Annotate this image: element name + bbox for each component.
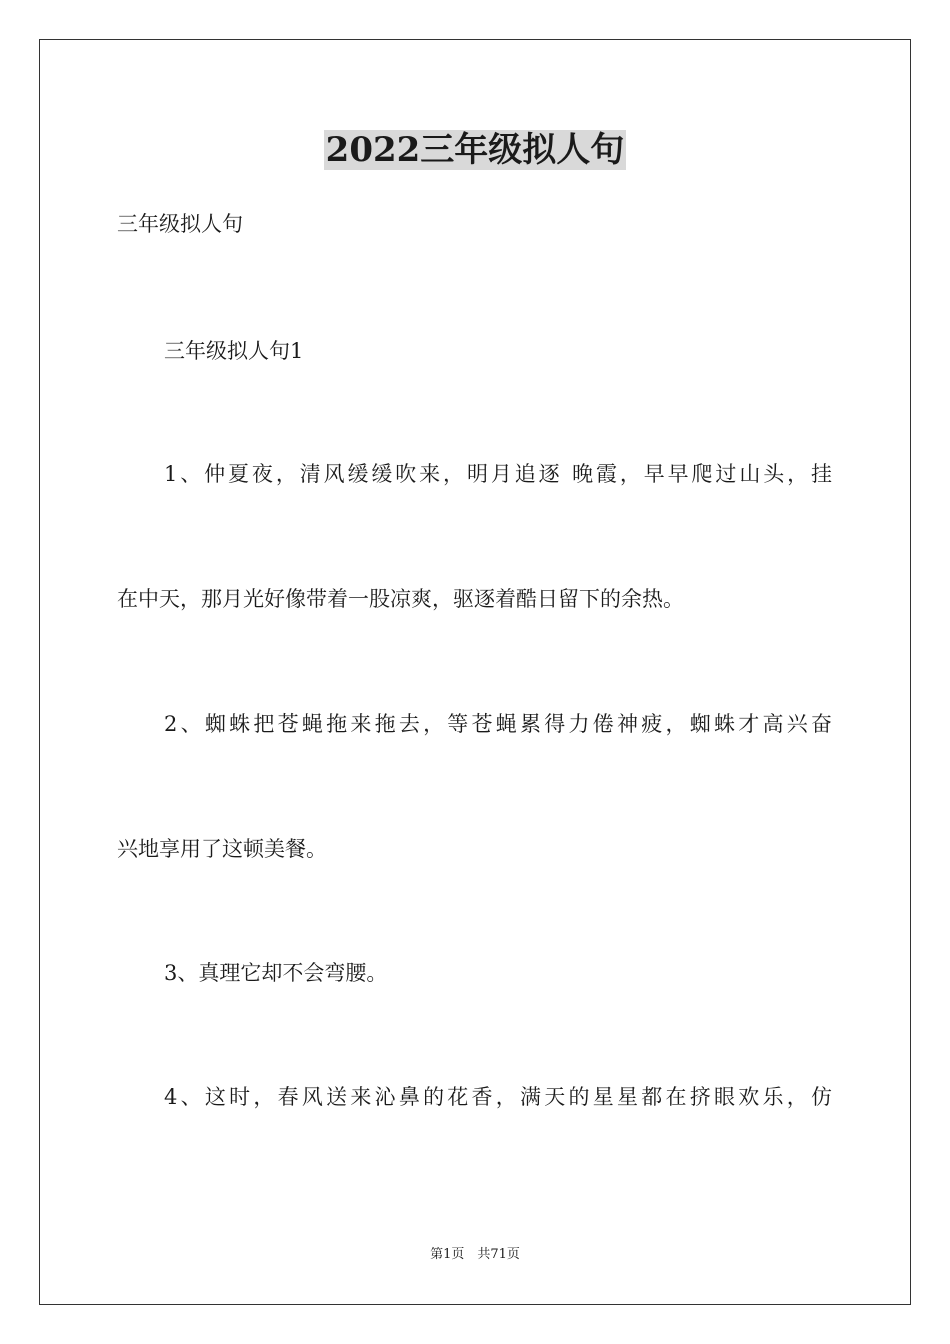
paragraph-line: 兴地享用了这顿美餐。 bbox=[117, 837, 327, 861]
document-subtitle: 三年级拟人句 bbox=[117, 212, 243, 236]
paragraph-line: 在中天，那月光好像带着一股凉爽，驱逐着酷日留下的余热。 bbox=[117, 587, 684, 611]
document-title bbox=[0, 128, 950, 172]
paragraph-line: 4、这时，春风送来沁鼻的花香，满天的星星都在挤眼欢乐，仿 bbox=[164, 1085, 832, 1109]
document-title-text: 2022三年级拟人句 bbox=[325, 130, 625, 170]
section-heading: 三年级拟人句1 bbox=[164, 339, 304, 363]
paragraph-line: 2、蜘蛛把苍蝇拖来拖去，等苍蝇累得力倦神疲，蜘蛛才高兴奋 bbox=[164, 712, 832, 736]
paragraph-line: 1、仲夏夜，清风缓缓吹来，明月追逐 晚霞，早早爬过山头，挂 bbox=[164, 462, 832, 486]
page-footer: 第1页 共71页 bbox=[430, 1247, 520, 1262]
paragraph-line: 3、真理它却不会弯腰。 bbox=[164, 961, 388, 985]
